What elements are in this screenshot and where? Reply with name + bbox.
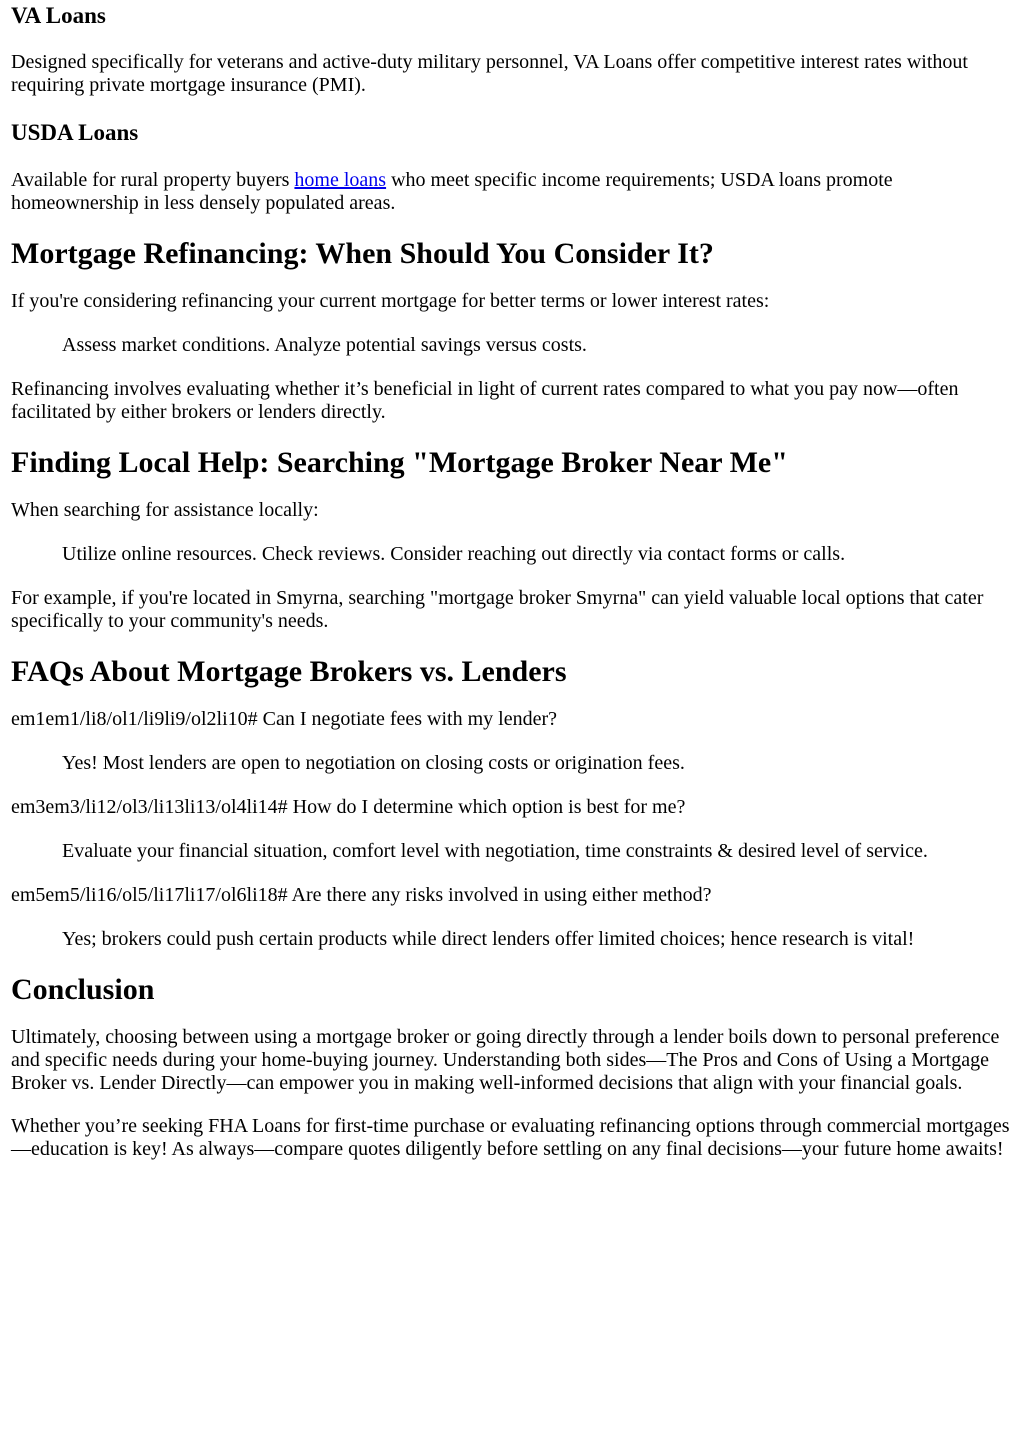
usda-loans-heading: USDA Loans bbox=[11, 120, 139, 145]
local-help-text: For example, if you're located in Smyrna, searching "mortgage broker Smyrna" can yield valuable local options that cater specifically to your community's needs. bbox=[11, 587, 984, 632]
faq-answer: Evaluate your financial situation, comfort level with negotiation, time constraints & desired level of service. bbox=[62, 840, 928, 862]
faq-answer: Yes; brokers could push certain products while direct lenders offer limited choices; hence research is vital! bbox=[62, 928, 915, 950]
faq-answer: Yes! Most lenders are open to negotiation on closing costs or origination fees. bbox=[62, 752, 685, 774]
usda-loans-text bbox=[11, 169, 1013, 215]
local-help-heading: Finding Local Help: Searching "Mortgage Broker Near Me" bbox=[11, 446, 788, 479]
va-loans-heading: VA Loans bbox=[11, 3, 106, 28]
faqs-heading: FAQs About Mortgage Brokers vs. Lenders bbox=[11, 655, 567, 688]
refinancing-intro: If you're considering refinancing your current mortgage for better terms or lower interest rates: bbox=[11, 290, 770, 312]
conclusion-heading: Conclusion bbox=[11, 973, 155, 1006]
va-loans-text: Designed specifically for veterans and active-duty military personnel, VA Loans offer competitive interest rates without requiring private mortgage insurance (PMI). bbox=[11, 51, 968, 96]
refinancing-quote: Assess market conditions. Analyze potential savings versus costs. bbox=[62, 334, 587, 356]
local-help-intro: When searching for assistance locally: bbox=[11, 499, 319, 521]
faq-question: em1em1/li8/ol1/li9li9/ol2li10# Can I negotiate fees with my lender? bbox=[11, 708, 557, 730]
usda-text-after: who meet specific income requirements; USDA loans promote homeownership in less densely populated areas. bbox=[11, 169, 893, 214]
faq-question: em3em3/li12/ol3/li13li13/ol4li14# How do I determine which option is best for me? bbox=[11, 796, 686, 818]
refinancing-text: Refinancing involves evaluating whether it’s beneficial in light of current rates compared to what you pay now—often facilitated by either brokers or lenders directly. bbox=[11, 378, 959, 423]
local-help-quote: Utilize online resources. Check reviews. Consider reaching out directly via contact forms or calls. bbox=[62, 543, 846, 565]
usda-text-before: Available for rural property buyers bbox=[11, 169, 295, 191]
faq-question: em5em5/li16/ol5/li17li17/ol6li18# Are there any risks involved in using either method? bbox=[11, 884, 712, 906]
conclusion-paragraph: Whether you’re seeking FHA Loans for first-time purchase or evaluating refinancing options through commercial mortgages—education is key! As always—compare quotes diligently before settling on any final decisions—your future home awaits! bbox=[11, 1115, 1010, 1160]
refinancing-heading: Mortgage Refinancing: When Should You Consider It? bbox=[11, 237, 714, 270]
conclusion-paragraph: Ultimately, choosing between using a mortgage broker or going directly through a lender boils down to personal preference and specific needs during your home-buying journey. Understanding both sides—The Pros and Cons of Using a Mortgage Broker vs. Lender Directly—can empower you in making well-informed decisions that align with your financial goals. bbox=[11, 1026, 1000, 1094]
home-loans-link[interactable]: home loans bbox=[294, 169, 387, 191]
